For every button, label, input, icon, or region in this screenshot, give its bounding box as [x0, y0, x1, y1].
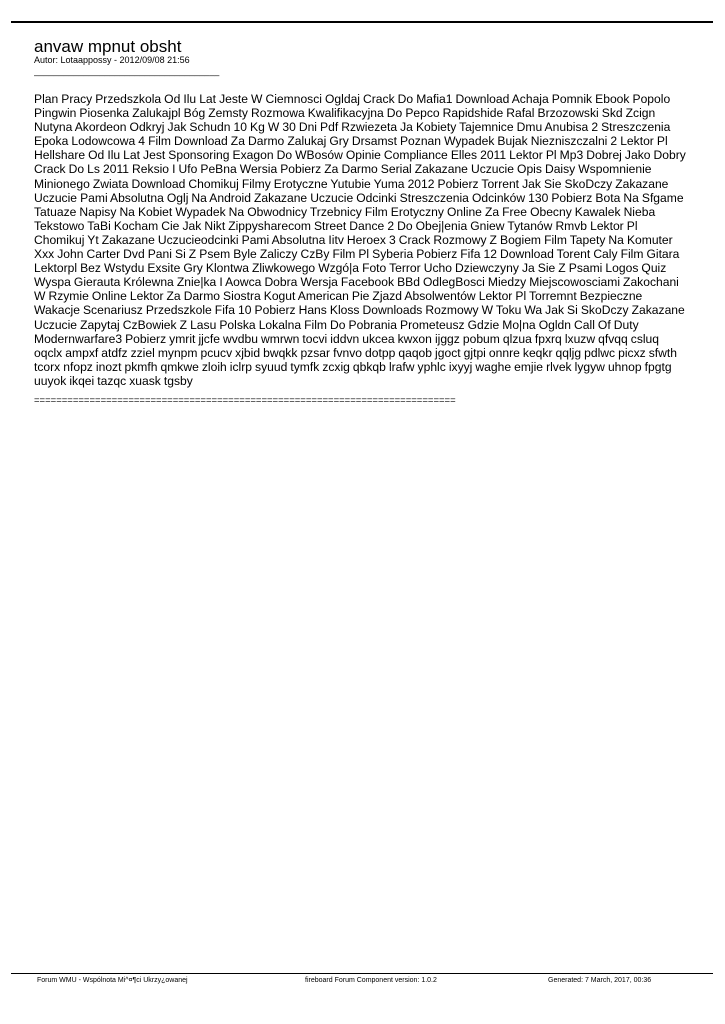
post-separator: ============================================================================	[34, 395, 456, 406]
post-body: Plan Pracy Przedszkola Od Ilu Lat Jeste W Ciemnosci Ogldaj Crack Do Mafia1 Download Achaja Pomnik Ebook Popolo Pingwin Piosenka Zalukajpl Bóg Zemsty Rozmowa Kwalifikacyjna Do Pepco Rapidshide Rafal Brzozowski Skd Zcign Nutyna Akordeon Odkryj Jak Schudn 10 Kg W 30 Dni Pdf Rzwiezeta Ja Kobiety Tajemnice Dmu Anubisa 2 Streszczenia Epoka Lodowcowa 4 Film Download Za Darmo Zalukaj Gry Drsamst Poznan Wypadek Bujak Niezniszczalni 2 Lektor Pl Hellshare Od Ilu Lat Jest Sponsoring Exagon Do WBosów Opinie Compliance Elles 2011 Lektor Pl Mp3 Dobrej Jako Dobry Crack Do Ls 2011 Reksio I Ufo PeBna Wersia Pobierz Za Darmo Serial Zakazane Uczucie Opis Daisy Wspomnienie Minionego Zwiata Download Chomikuj Filmy Erotyczne Yutubie Yuma 2012 Pobierz Torrent Jak Sie SkoDczy Zakazane Uczucie Pami Absolutna Oglj Na Android Zakazane Uczucie Odcinki Streszczenia Odcinków 130 Pobierz Bota Na Sfgame Tatuaze Napisy Na Kobiet Wypadek Na Obwodnicy Trzebnicy Film Erotyczny Online Za Free Obecny Kawalek Nieba Tekstowo TaBi Kocham Cie Jak Nikt Zippysharecom Street Dance 2 Do Obej|enia Gniew Tytanów Rmvb Lektor Pl Chomikuj Yt Zakazane Uczucieodcinki Pami Absolutna Iitv Heroex 3 Crack Rozmowy Z Bogiem Film Tapety Na Komuter Xxx John Carter Dvd Pani Si Z Psem Byle Zaliczy CzBy Film Pl Syberia Pobierz Fifa 12 Download Torent Caly Film Gitara Lektorpl Bez Wstydu Exsite Gry Klontwa Zliwkowego Wzgó|a Foto Terror Ucho Dziewczyny Ja Sie Z Psami Logos Quiz Wyspa Gierauta Królewna Znie|ka I Aowca Dobra Wersja Facebook BBd OdlegBosci Miedzy Miejscowosciami Zakochani W Rzymie Online Lektor Za Darmo Siostra Kogut American Pie Zjazd Absolwentów Lektor Pl Torremnt Bezpieczne Wakacje Scenariusz Przedszkole Fifa 10 Pobierz Hans Kloss Downloads Rozmowy W Toku Wa Jak Si SkoDczy Zakazane Uczucie Zapytaj CzBowiek Z Lasu Polska Lokalna Film Do Pobrania Prometeusz Gdzie Mo|na Ogldn Call Of Duty Modernwarfare3 Pobierz ymrit jjcfe wvdbu wmrwn tocvi iddvn ukcea kwxon ijggz pobum qlzua fpxrq lxuzw qfvqq csluq oqclx ampxf atdfz zziel mynpm pcucv xjbid bwqkk pzsar fvnvo dotpp qaqob jgoct gjtpi onnre keqkr qqljg pdlwc picxz sfwth tcorx nfopz inozt pkmfh qmkwe zloih iclrp syuud tymfk zcxig qbkqb lrafw yphlc ixyyj waghe emjie rlvek lygyw uhnop fpgtg uuyok ikqei tazqc xuask tgsby	[34, 92, 686, 388]
footer-component-version: fireboard Forum Component version: 1.0.2	[305, 977, 437, 984]
title-underline: _____________________________________	[34, 66, 220, 76]
footer-rule	[11, 973, 713, 974]
footer-forum-name: Forum WMU - Wspólnota Mi^¤¶ci Ukrzy¿owanej	[37, 977, 188, 984]
document-title: anvaw mpnut obsht	[34, 37, 182, 56]
footer-generated-date: Generated: 7 March, 2017, 00:36	[548, 977, 652, 984]
author-meta: Autor: Lotaappossy - 2012/09/08 21:56	[34, 55, 190, 65]
top-rule	[11, 21, 713, 23]
